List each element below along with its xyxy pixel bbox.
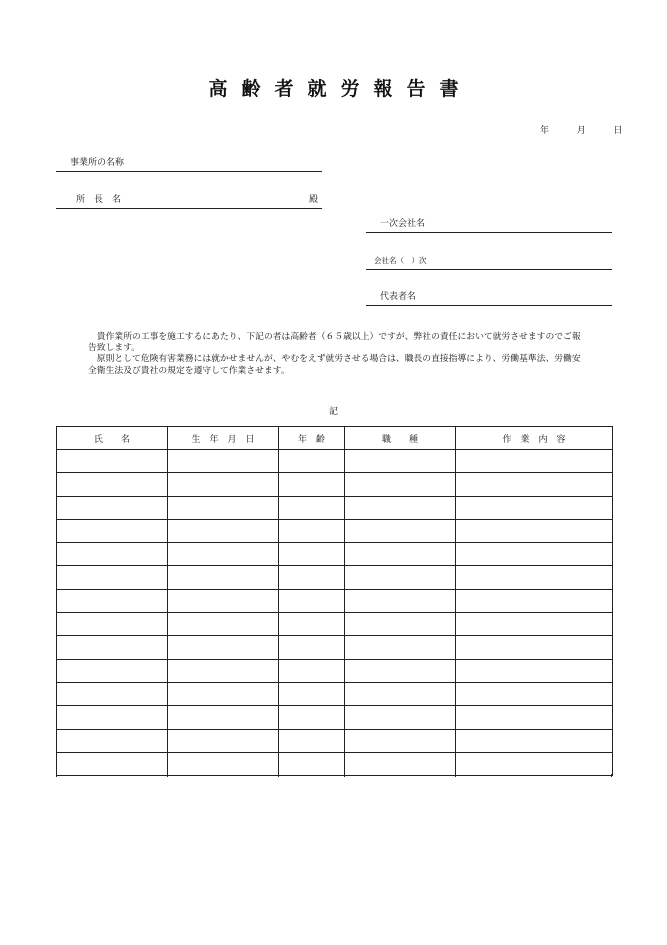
table-cell[interactable] [57, 519, 168, 542]
table-row [57, 589, 613, 612]
representative-field[interactable] [366, 291, 612, 306]
table-cell[interactable] [57, 752, 168, 775]
table-row [57, 729, 613, 752]
table-cell[interactable] [345, 543, 456, 566]
table-cell[interactable] [456, 589, 613, 612]
table-cell[interactable] [57, 589, 168, 612]
table-cell[interactable] [168, 729, 279, 752]
chief-name-label: 所 長 名 [76, 195, 122, 205]
worker-table [56, 426, 613, 776]
table-cell[interactable] [57, 706, 168, 729]
table-cell[interactable] [168, 706, 279, 729]
table-cell[interactable] [345, 706, 456, 729]
header-occupation: 職 種 [345, 427, 456, 450]
table-cell[interactable] [168, 496, 279, 519]
table-row [57, 519, 613, 542]
table-cell[interactable] [168, 543, 279, 566]
table-cell[interactable] [279, 589, 345, 612]
primary-company-field[interactable] [366, 218, 612, 233]
table-cell[interactable] [279, 450, 345, 473]
table-cell[interactable] [456, 519, 613, 542]
table-row [57, 566, 613, 589]
table-cell[interactable] [279, 706, 345, 729]
table-row [57, 613, 613, 636]
table-cell[interactable] [456, 613, 613, 636]
table-cell[interactable] [456, 566, 613, 589]
table-cell[interactable] [279, 636, 345, 659]
table-cell[interactable] [57, 682, 168, 705]
table-cell[interactable] [168, 613, 279, 636]
chief-suffix: 殿 [308, 195, 318, 205]
table-cell[interactable] [345, 682, 456, 705]
table-cell[interactable] [57, 636, 168, 659]
notice-paragraph-2: 原則として危険有害業務には就かせませんが、やむをえず就労させる場合は、職長の直接指導により、労働基準法、労働安全衛生法及び貴社の規定を遵守して作業させます。 [88, 354, 581, 376]
table-row [57, 659, 613, 682]
document-title: 高齢者就労報告書 [208, 78, 473, 100]
table-row [57, 450, 613, 473]
table-cell[interactable] [57, 496, 168, 519]
table-cell[interactable] [345, 566, 456, 589]
table-cell[interactable] [456, 729, 613, 752]
header-age: 年 齢 [279, 427, 345, 450]
table-row [57, 496, 613, 519]
table-cell[interactable] [345, 473, 456, 496]
table-cell[interactable] [168, 752, 279, 775]
table-cell[interactable] [57, 543, 168, 566]
table-cell[interactable] [168, 682, 279, 705]
date-day: 日 [613, 126, 623, 136]
table-row [57, 682, 613, 705]
table-cell[interactable] [57, 613, 168, 636]
chief-name-field[interactable] [56, 194, 322, 209]
table-header-row [57, 427, 613, 450]
table-cell[interactable] [345, 636, 456, 659]
table-row [57, 636, 613, 659]
table-cell[interactable] [456, 706, 613, 729]
table-cell[interactable] [168, 636, 279, 659]
table-row [57, 473, 613, 496]
table-cell[interactable] [345, 519, 456, 542]
ki-label: 記 [328, 407, 338, 417]
table-cell[interactable] [456, 636, 613, 659]
table-cell[interactable] [57, 729, 168, 752]
table-cell[interactable] [279, 519, 345, 542]
table-cell[interactable] [168, 659, 279, 682]
date-month: 月 [576, 126, 586, 136]
table-cell[interactable] [279, 659, 345, 682]
secondary-company-field[interactable] [366, 255, 612, 270]
notice-paragraph-1: 貴作業所の工事を施工するにあたり、下記の者は高齢者（６５歳以上）ですが、弊社の責任において就労させますのでご報告致します。 [88, 332, 581, 354]
date-year: 年 [540, 126, 550, 136]
table-cell[interactable] [345, 729, 456, 752]
table-cell[interactable] [456, 659, 613, 682]
table-cell[interactable] [57, 473, 168, 496]
date-line [540, 123, 623, 136]
table-cell[interactable] [279, 566, 345, 589]
table-cell[interactable] [57, 659, 168, 682]
table-continuation [56, 774, 612, 777]
table-cell[interactable] [168, 589, 279, 612]
representative-label: 代表者名 [380, 292, 417, 302]
table-cell[interactable] [456, 682, 613, 705]
table-cell[interactable] [345, 752, 456, 775]
header-work-content: 作 業 内 容 [456, 427, 613, 450]
header-birthdate: 生 年 月 日 [168, 427, 279, 450]
table-cell[interactable] [279, 496, 345, 519]
table-cell[interactable] [168, 519, 279, 542]
table-cell[interactable] [279, 729, 345, 752]
notice-text [88, 332, 588, 377]
table-cell[interactable] [279, 473, 345, 496]
table-row [57, 543, 613, 566]
table-cell[interactable] [456, 473, 613, 496]
table-cell[interactable] [456, 496, 613, 519]
table-cell[interactable] [57, 450, 168, 473]
table-cell[interactable] [456, 450, 613, 473]
table-cell[interactable] [456, 543, 613, 566]
header-name: 氏 名 [57, 427, 168, 450]
table-cell[interactable] [345, 450, 456, 473]
secondary-company-label: 会社名（ ）次 [374, 256, 427, 265]
table-cell[interactable] [168, 473, 279, 496]
table-cell[interactable] [345, 589, 456, 612]
table-cell[interactable] [168, 566, 279, 589]
table-cell[interactable] [279, 752, 345, 775]
table-cell[interactable] [279, 682, 345, 705]
table-cell[interactable] [168, 450, 279, 473]
table-cell[interactable] [279, 613, 345, 636]
table-cell[interactable] [57, 566, 168, 589]
office-name-field[interactable] [56, 157, 322, 172]
table-row [57, 706, 613, 729]
table-row [57, 752, 613, 775]
primary-company-label: 一次会社名 [380, 219, 426, 229]
table-cell[interactable] [456, 752, 613, 775]
table-cell[interactable] [345, 496, 456, 519]
table-cell[interactable] [345, 659, 456, 682]
table-cell[interactable] [345, 613, 456, 636]
office-name-label: 事業所の名称 [70, 158, 125, 168]
table-cell[interactable] [279, 543, 345, 566]
